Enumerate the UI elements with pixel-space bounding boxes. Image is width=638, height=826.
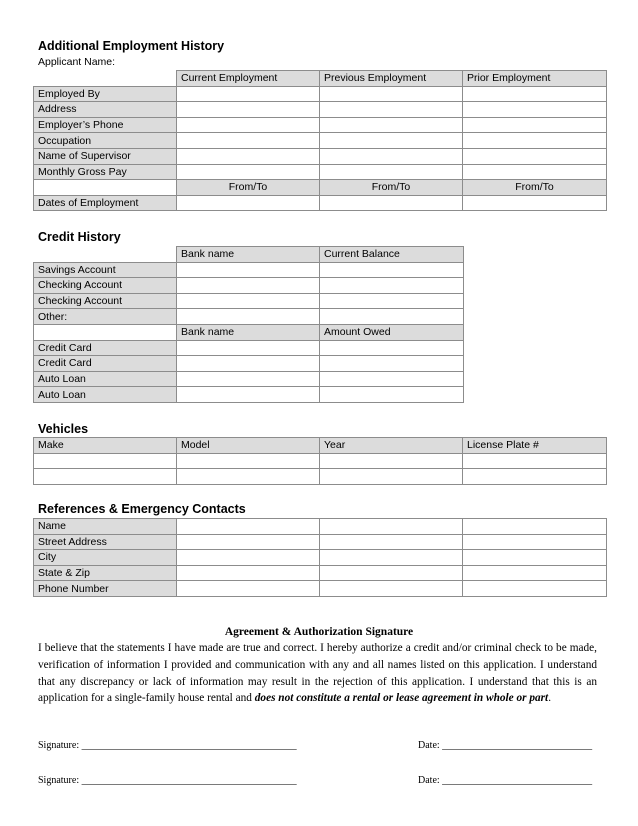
- credit-card-owed-field[interactable]: [320, 340, 464, 356]
- credit-card-bank-field[interactable]: [177, 340, 320, 356]
- make-header: Make: [34, 438, 177, 454]
- monthly-gross-pay-label: Monthly Gross Pay: [34, 164, 177, 180]
- date-line-2[interactable]: Date: ______________________________: [418, 775, 593, 786]
- table-row: [34, 453, 607, 469]
- auto-loan-bank-field-2[interactable]: [177, 387, 320, 403]
- table-row: [34, 550, 607, 566]
- city-label: City: [34, 550, 177, 566]
- vehicle-make-field[interactable]: [34, 453, 177, 469]
- occupation-prior-field[interactable]: [463, 133, 607, 149]
- dates-previous-field[interactable]: [320, 195, 463, 211]
- current-employment-header: Current Employment: [177, 71, 320, 87]
- state-zip-field-1[interactable]: [177, 565, 320, 581]
- auto-loan-label: Auto Loan: [34, 371, 177, 387]
- employer-phone-label: Employer’s Phone: [34, 117, 177, 133]
- checking-account-label: Checking Account: [34, 278, 177, 294]
- address-label: Address: [34, 102, 177, 118]
- table-row: [34, 262, 464, 278]
- supervisor-current-field[interactable]: [177, 148, 320, 164]
- employed-by-previous-field[interactable]: [320, 86, 463, 102]
- checking-balance-field[interactable]: [320, 278, 464, 294]
- references-title: References & Emergency Contacts: [38, 502, 246, 516]
- address-prior-field[interactable]: [463, 102, 607, 118]
- agreement-emphasis: does not constitute a rental or lease agreement in whole or part: [254, 692, 549, 705]
- previous-employment-header: Previous Employment: [320, 71, 463, 87]
- dates-prior-field[interactable]: [463, 195, 607, 211]
- employment-corner-cell: [34, 71, 177, 87]
- table-row: [34, 293, 464, 309]
- checking-account-label-2: Checking Account: [34, 293, 177, 309]
- table-row: [34, 133, 607, 149]
- checking-bank-field-2[interactable]: [177, 293, 320, 309]
- auto-loan-bank-field[interactable]: [177, 371, 320, 387]
- debt-bank-name-header: Bank name: [177, 324, 320, 340]
- city-field-1[interactable]: [177, 550, 320, 566]
- credit-history-title: Credit History: [38, 230, 121, 244]
- supervisor-previous-field[interactable]: [320, 148, 463, 164]
- from-to-current-label: From/To: [177, 180, 320, 196]
- credit-card-owed-field-2[interactable]: [320, 356, 464, 372]
- table-row: [34, 148, 607, 164]
- prior-employment-header: Prior Employment: [463, 71, 607, 87]
- supervisor-name-label: Name of Supervisor: [34, 148, 177, 164]
- gross-pay-current-field[interactable]: [177, 164, 320, 180]
- savings-balance-field[interactable]: [320, 262, 464, 278]
- employed-by-prior-field[interactable]: [463, 86, 607, 102]
- credit-card-label-2: Credit Card: [34, 356, 177, 372]
- state-zip-label: State & Zip: [34, 565, 177, 581]
- table-row: [34, 356, 464, 372]
- employed-by-label: Employed By: [34, 86, 177, 102]
- vehicle-model-field-2[interactable]: [177, 469, 320, 485]
- amount-owed-header: Amount Owed: [320, 324, 464, 340]
- credit-header-row: [34, 247, 464, 263]
- agreement-title: Agreement & Authorization Signature: [224, 626, 414, 638]
- vehicle-plate-field[interactable]: [463, 453, 607, 469]
- reference-name-field-1[interactable]: [177, 519, 320, 535]
- table-row: [34, 519, 607, 535]
- dates-of-employment-label: Dates of Employment: [34, 195, 177, 211]
- signature-line-1[interactable]: Signature: ___________________________________________: [38, 740, 297, 751]
- occupation-previous-field[interactable]: [320, 133, 463, 149]
- date-line-1[interactable]: Date: ______________________________: [418, 740, 593, 751]
- applicant-name-label: Applicant Name:: [38, 56, 116, 68]
- signature-line-2[interactable]: Signature: ___________________________________________: [38, 775, 297, 786]
- employer-phone-prior-field[interactable]: [463, 117, 607, 133]
- table-row: [34, 309, 464, 325]
- vehicles-table: [33, 437, 607, 485]
- table-row: [34, 340, 464, 356]
- credit-card-bank-field-2[interactable]: [177, 356, 320, 372]
- employer-phone-previous-field[interactable]: [320, 117, 463, 133]
- vehicle-model-field[interactable]: [177, 453, 320, 469]
- table-row: [34, 164, 607, 180]
- from-to-prior-label: From/To: [463, 180, 607, 196]
- bank-name-header: Bank name: [177, 247, 320, 263]
- vehicle-year-field[interactable]: [320, 453, 463, 469]
- other-account-label: Other:: [34, 309, 177, 325]
- dates-current-field[interactable]: [177, 195, 320, 211]
- state-zip-field-2[interactable]: [320, 565, 463, 581]
- other-balance-field[interactable]: [320, 309, 464, 325]
- auto-loan-owed-field[interactable]: [320, 371, 464, 387]
- table-row: [34, 534, 607, 550]
- address-previous-field[interactable]: [320, 102, 463, 118]
- year-header: Year: [320, 438, 463, 454]
- table-row: [34, 371, 464, 387]
- table-row: [34, 387, 464, 403]
- from-to-blank-cell: [34, 180, 177, 196]
- agreement-body: [38, 640, 597, 707]
- address-current-field[interactable]: [177, 102, 320, 118]
- other-bank-field[interactable]: [177, 309, 320, 325]
- from-to-previous-label: From/To: [320, 180, 463, 196]
- gross-pay-previous-field[interactable]: [320, 164, 463, 180]
- street-address-field-1[interactable]: [177, 534, 320, 550]
- city-field-3[interactable]: [463, 550, 607, 566]
- current-balance-header: Current Balance: [320, 247, 464, 263]
- from-to-row: [34, 180, 607, 196]
- credit-card-label: Credit Card: [34, 340, 177, 356]
- debt-corner-cell: [34, 324, 177, 340]
- vehicles-title: Vehicles: [38, 422, 89, 436]
- credit-history-table: [33, 246, 464, 403]
- reference-name-label: Name: [34, 519, 177, 535]
- credit-corner-cell: [34, 247, 177, 263]
- model-header: Model: [177, 438, 320, 454]
- reference-name-field-3[interactable]: [463, 519, 607, 535]
- phone-number-field-3[interactable]: [463, 581, 607, 597]
- employment-table: [33, 70, 607, 211]
- vehicle-make-field-2[interactable]: [34, 469, 177, 485]
- state-zip-field-3[interactable]: [463, 565, 607, 581]
- vehicle-year-field-2[interactable]: [320, 469, 463, 485]
- table-row: [34, 469, 607, 485]
- city-field-2[interactable]: [320, 550, 463, 566]
- street-address-field-3[interactable]: [463, 534, 607, 550]
- table-row: [34, 117, 607, 133]
- employment-history-title: Additional Employment History: [38, 39, 225, 53]
- agreement-end: .: [548, 692, 552, 705]
- employment-header-row: [34, 71, 607, 87]
- vehicles-header-row: [34, 438, 607, 454]
- savings-bank-field[interactable]: [177, 262, 320, 278]
- street-address-field-2[interactable]: [320, 534, 463, 550]
- occupation-label: Occupation: [34, 133, 177, 149]
- table-row: [34, 565, 607, 581]
- occupation-current-field[interactable]: [177, 133, 320, 149]
- table-row: [34, 86, 607, 102]
- auto-loan-label-2: Auto Loan: [34, 387, 177, 403]
- license-plate-header: License Plate #: [463, 438, 607, 454]
- auto-loan-owed-field-2[interactable]: [320, 387, 464, 403]
- table-row: [34, 102, 607, 118]
- vehicle-plate-field-2[interactable]: [463, 469, 607, 485]
- street-address-label: Street Address: [34, 534, 177, 550]
- checking-bank-field[interactable]: [177, 278, 320, 294]
- table-row: [34, 581, 607, 597]
- table-row: [34, 195, 607, 211]
- phone-number-field-1[interactable]: [177, 581, 320, 597]
- savings-account-label: Savings Account: [34, 262, 177, 278]
- phone-number-label: Phone Number: [34, 581, 177, 597]
- reference-name-field-2[interactable]: [320, 519, 463, 535]
- agreement-text: I believe that the statements I have made are true and correct. I hereby authorize a credit and/or criminal check to be made, verification of information I provided and communication with any and all names listed on this application. I understand that any discrepancy or lack of information may result in the rejection of this application. I understand that this is an application for a single-family house rental and: [38, 642, 597, 705]
- checking-balance-field-2[interactable]: [320, 293, 464, 309]
- table-row: [34, 278, 464, 294]
- supervisor-prior-field[interactable]: [463, 148, 607, 164]
- phone-number-field-2[interactable]: [320, 581, 463, 597]
- employed-by-current-field[interactable]: [177, 86, 320, 102]
- debt-header-row: [34, 324, 464, 340]
- gross-pay-prior-field[interactable]: [463, 164, 607, 180]
- references-table: [33, 518, 607, 597]
- employer-phone-current-field[interactable]: [177, 117, 320, 133]
